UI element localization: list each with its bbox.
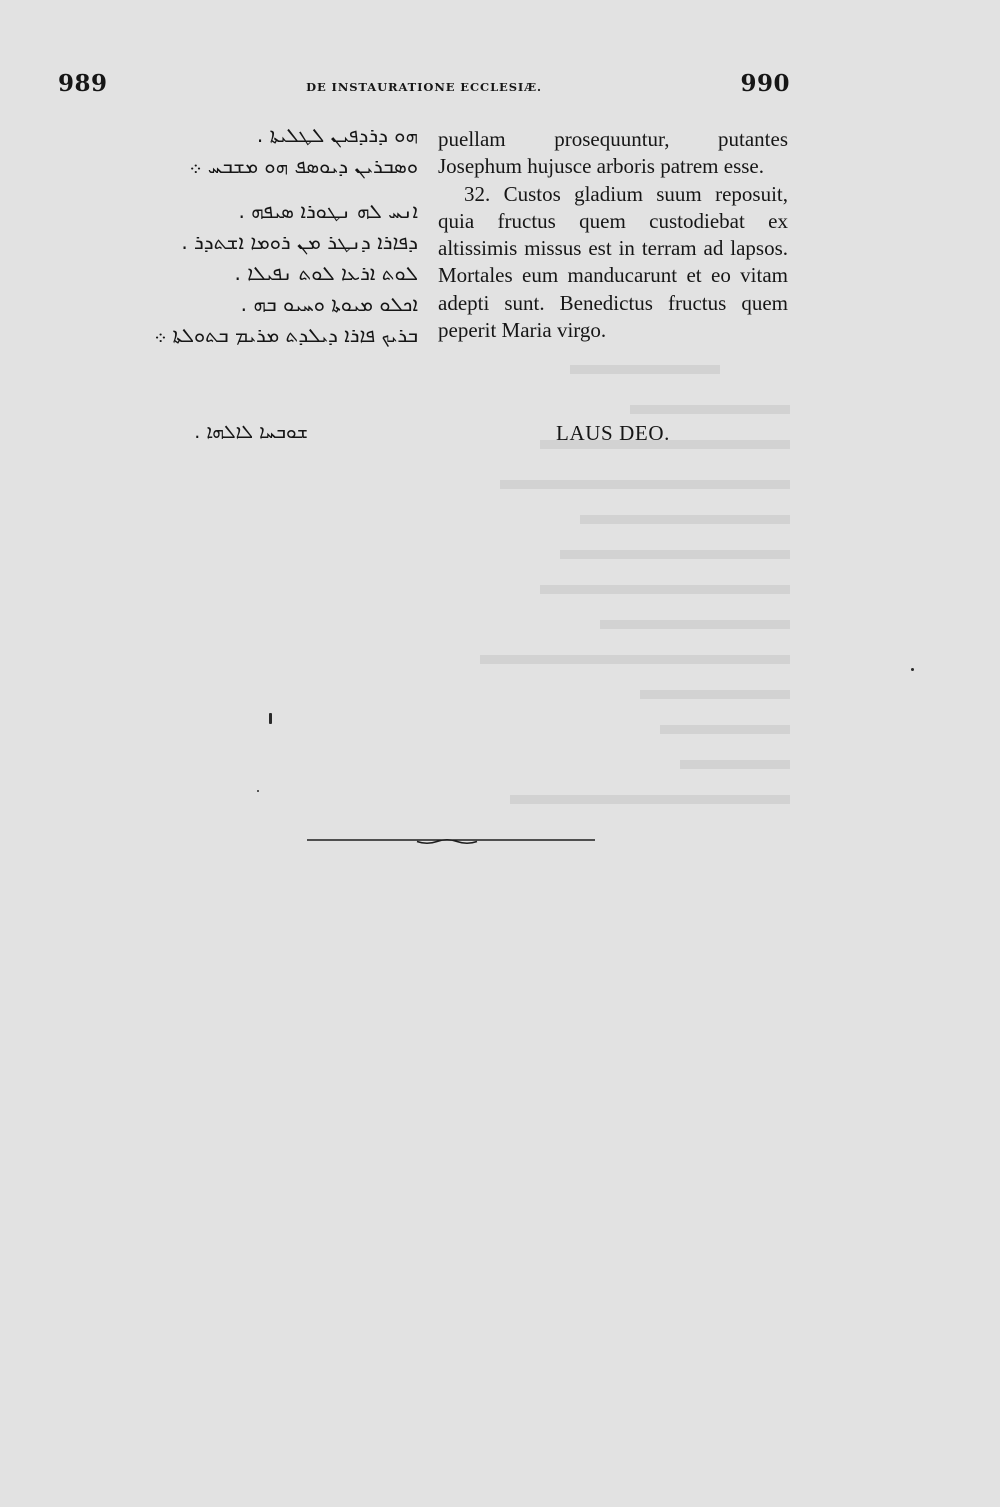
- syriac-line: ܒܪܝܟ ܦܐܪܐ ܕܝܠܕܬ ܡܪܝܡ ܒܬܘܠܬܐ ܀: [154, 323, 418, 347]
- ink-speck: [911, 668, 914, 671]
- latin-paragraph: 32. Custos gladium suum reposuit, quia fructus quem custodiebat ex altissimis missus est in terram ad lapsos. Mortales eum manducarunt et eo vitam adepti sunt. Benedictus fructus quem peperit Maria virgo.: [438, 181, 788, 343]
- running-header: [58, 68, 790, 108]
- syriac-line: ܗܘ ܕܪܕܦܝܢ ܠܛܠܝܬܐ .: [256, 123, 418, 147]
- running-title: DE INSTAURATIONE ECCLESIÆ.: [306, 80, 542, 94]
- latin-closing-doxology: LAUS DEO.: [556, 421, 670, 445]
- ink-speck: [257, 790, 259, 792]
- syriac-line: ܐܢܚ ܠܗ ܢܛܘܪܐ ܣܝܦܗ .: [238, 199, 418, 223]
- page-number-left: 989: [58, 70, 108, 97]
- bleed-through-texture: [480, 345, 800, 845]
- latin-paragraph: puellam prosequuntur, putantes Josephum hujusce arboris patrem esse.: [438, 127, 788, 179]
- syriac-line: ܐܟܠܘ ܡܝܘܬܐ ܘܚܝܘ ܒܗ .: [240, 292, 418, 316]
- syriac-line: ܕܦܐܪܐ ܕܢܛܪ ܡܢ ܪܘܡܐ ܐܫܬܕܪ .: [181, 230, 418, 254]
- ink-speck: [269, 713, 272, 724]
- page-number-right: 990: [740, 70, 790, 97]
- syriac-closing-doxology: ܫܘܒܚܐ ܠܐܠܗܐ .: [194, 421, 308, 443]
- syriac-line: ܠܘܬ ܐܪܥܐ ܠܘܬ ܢܦܝܠܐ .: [234, 261, 418, 285]
- tailpiece-ornament: [307, 834, 595, 850]
- syriac-column: [96, 120, 418, 351]
- latin-column: [438, 126, 788, 344]
- syriac-line: ܘܣܒܪܝܢ ܕܝܘܣܦ ܗܘ ܡܫܒܚ ܀: [189, 154, 418, 178]
